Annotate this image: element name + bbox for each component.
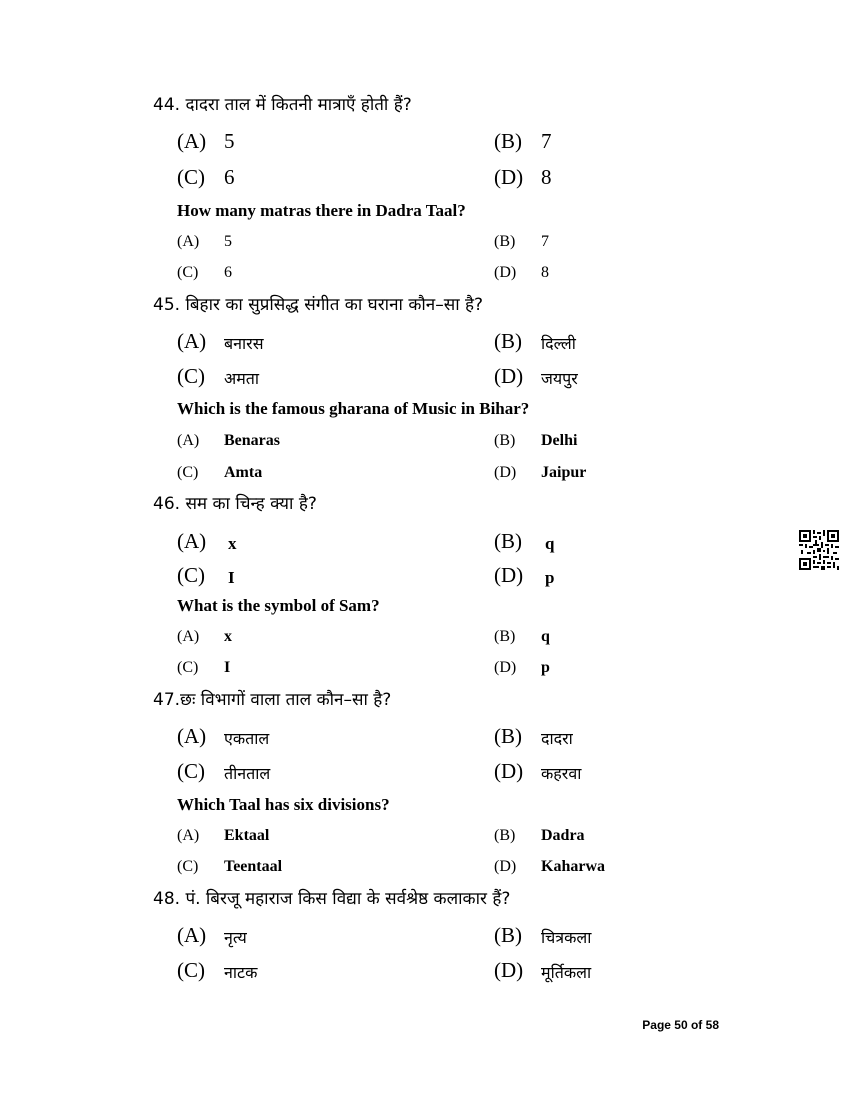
option-label: (C)	[177, 264, 199, 281]
option-label: (D)	[494, 759, 524, 783]
option-label: (B)	[494, 129, 522, 153]
option-text: x	[228, 534, 237, 553]
option-label: (A)	[177, 923, 207, 947]
option-label: (B)	[494, 432, 516, 449]
q44-en-option-c	[177, 262, 232, 284]
option-text: Amta	[224, 464, 263, 481]
q44-hi-option-b	[494, 128, 552, 154]
q44-en-option-b	[494, 231, 549, 253]
q45-hi-option-b	[494, 328, 576, 354]
option-label: (A)	[177, 233, 200, 250]
option-text: Delhi	[541, 432, 578, 449]
option-label: (B)	[494, 628, 516, 645]
option-label: (B)	[494, 233, 516, 250]
q45-hi-option-c	[177, 363, 260, 389]
q46-hi-option-c	[177, 562, 235, 588]
q44-en-option-a	[177, 231, 232, 253]
q47-en-option-a	[177, 825, 270, 847]
option-label: (D)	[494, 464, 517, 481]
q45-en-option-a	[177, 430, 280, 452]
q48-hi-option-a	[177, 922, 247, 948]
q47-en-option-d	[494, 856, 605, 878]
q48-hi-option-b	[494, 922, 592, 948]
q44-en-option-d	[494, 262, 549, 284]
q45-hi-option-a	[177, 328, 264, 354]
option-text: 6	[224, 264, 232, 281]
q46-hi-option-b	[494, 528, 555, 554]
q47-hi-option-c	[177, 758, 271, 784]
option-label: (B)	[494, 923, 522, 947]
option-text: x	[224, 628, 232, 645]
option-label: (D)	[494, 264, 517, 281]
option-label: (C)	[177, 759, 205, 783]
option-text: Kaharwa	[541, 858, 605, 875]
option-text: Jaipur	[541, 464, 587, 481]
question-44-hindi: 44. दादरा ताल में कितनी मात्राएँ होती हैं?	[153, 95, 412, 115]
option-text: 7	[541, 129, 552, 153]
option-label: (C)	[177, 858, 199, 875]
q46-en-option-a	[177, 626, 232, 648]
q46-en-option-b	[494, 626, 550, 648]
qr-code-icon	[799, 530, 839, 570]
option-label: (A)	[177, 628, 200, 645]
option-label: (A)	[177, 827, 200, 844]
q45-en-option-c	[177, 462, 263, 484]
question-45-english: Which is the famous gharana of Music in Bihar?	[177, 399, 530, 418]
option-text: चित्रकला	[541, 928, 592, 947]
page-number: Page 50 of 58	[642, 1018, 719, 1032]
option-text: I	[224, 659, 231, 676]
option-label: (D)	[494, 364, 524, 388]
q48-hi-option-d	[494, 957, 592, 983]
question-44-english: How many matras there in Dadra Taal?	[177, 201, 466, 220]
option-label: (B)	[494, 827, 516, 844]
option-label: (B)	[494, 529, 522, 553]
q46-en-option-d	[494, 657, 550, 679]
option-label: (D)	[494, 659, 517, 676]
question-45-hindi: 45. बिहार का सुप्रसिद्ध संगीत का घराना कौन–सा है?	[153, 295, 484, 315]
q44-hi-option-c	[177, 164, 235, 190]
option-text: जयपुर	[541, 369, 578, 388]
option-label: (D)	[494, 165, 524, 189]
option-text: तीनताल	[224, 764, 271, 783]
option-text: दिल्ली	[541, 334, 576, 353]
q46-en-option-c	[177, 657, 231, 679]
option-label: (C)	[177, 563, 205, 587]
option-text: 5	[224, 233, 232, 250]
q47-en-option-c	[177, 856, 283, 878]
option-text: दादरा	[541, 729, 573, 748]
option-text: Dadra	[541, 827, 585, 844]
option-text: 8	[541, 165, 552, 189]
option-text: 7	[541, 233, 549, 250]
option-text: कहरवा	[541, 764, 582, 783]
option-label: (C)	[177, 165, 205, 189]
option-text: बनारस	[224, 334, 264, 353]
q45-en-option-d	[494, 462, 587, 484]
question-46-english: What is the symbol of Sam?	[177, 596, 380, 615]
option-text: p	[545, 568, 555, 587]
option-label: (A)	[177, 529, 207, 553]
option-text: p	[541, 659, 550, 676]
option-text: 5	[224, 129, 235, 153]
option-text: Benaras	[224, 432, 280, 449]
option-text: Teentaal	[224, 858, 283, 875]
option-label: (C)	[177, 659, 199, 676]
option-text: q	[545, 534, 555, 553]
q47-hi-option-b	[494, 723, 573, 749]
q44-hi-option-a	[177, 128, 235, 154]
option-label: (A)	[177, 432, 200, 449]
option-label: (C)	[177, 364, 205, 388]
option-text: एकताल	[224, 729, 270, 748]
option-label: (C)	[177, 464, 199, 481]
q48-hi-option-c	[177, 957, 258, 983]
q47-hi-option-d	[494, 758, 582, 784]
q47-hi-option-a	[177, 723, 270, 749]
option-label: (D)	[494, 858, 517, 875]
q47-en-option-b	[494, 825, 585, 847]
option-text: नाटक	[224, 963, 258, 982]
option-label: (B)	[494, 724, 522, 748]
option-label: (B)	[494, 329, 522, 353]
option-label: (A)	[177, 329, 207, 353]
question-47-hindi: 47.छः विभागों वाला ताल कौन–सा है?	[153, 690, 392, 710]
question-46-hindi: 46. सम का चिन्ह क्या है?	[153, 494, 317, 514]
option-text: q	[541, 628, 550, 645]
question-48-hindi: 48. पं. बिरजू महाराज किस विद्या के सर्वश्रेष्ठ कलाकार हैं?	[153, 889, 511, 909]
q46-hi-option-a	[177, 528, 237, 554]
option-text: I	[228, 568, 235, 587]
option-text: अमता	[224, 369, 260, 388]
question-47-english: Which Taal has six divisions?	[177, 795, 390, 814]
option-label: (A)	[177, 129, 207, 153]
q45-en-option-b	[494, 430, 578, 452]
option-text: 8	[541, 264, 549, 281]
option-text: Ektaal	[224, 827, 270, 844]
option-text: नृत्य	[224, 928, 247, 947]
q45-hi-option-d	[494, 363, 578, 389]
q44-hi-option-d	[494, 164, 552, 190]
option-label: (C)	[177, 958, 205, 982]
option-text: मूर्तिकला	[541, 963, 592, 982]
q46-hi-option-d	[494, 562, 555, 588]
option-label: (D)	[494, 563, 524, 587]
option-label: (A)	[177, 724, 207, 748]
option-text: 6	[224, 165, 235, 189]
option-label: (D)	[494, 958, 524, 982]
